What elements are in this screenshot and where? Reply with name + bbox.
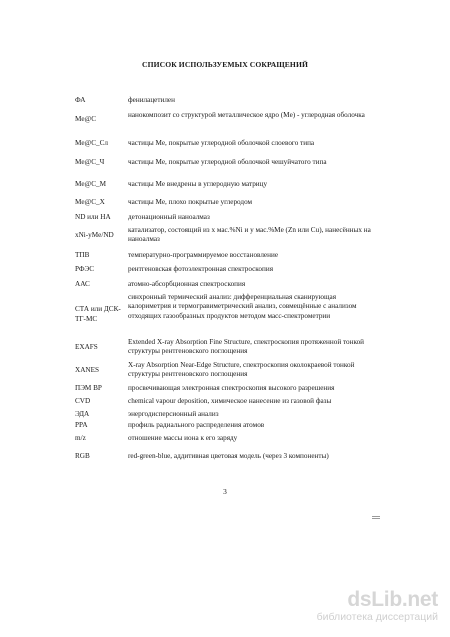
- abbreviation-description: частицы Me, покрытые углеродной оболочкой слоевого типа: [128, 139, 315, 147]
- abbreviation-description: рентгеновская фотоэлектронная спектроскопия: [128, 265, 274, 273]
- abbreviation-description: энергодисперсионный анализ: [128, 410, 219, 418]
- abbreviation-description: фенилацетилен: [128, 96, 175, 104]
- scan-mark: [372, 516, 380, 521]
- abbreviation-term: CVD: [75, 397, 91, 405]
- abbreviation-term: Me@C_Ч: [75, 158, 105, 166]
- abbreviation-description: red-green-blue, аддитивная цветовая модель (через 3 компоненты): [128, 452, 329, 460]
- abbreviation-description: частицы Me, покрытые углеродной оболочкой чешуйчатого типа: [128, 158, 327, 166]
- abbreviation-description: частицы Me, плохо покрытые углеродом: [128, 198, 253, 206]
- abbreviation-description: нанокомпозит со структурой металлическое ядро (Me) - углеродная оболочка: [128, 111, 365, 119]
- abbreviation-term: RGB: [75, 452, 90, 460]
- page-title: СПИСОК ИСПОЛЬЗУЕМЫХ СОКРАЩЕНИЙ: [142, 60, 308, 69]
- abbreviation-term: ФА: [75, 96, 86, 104]
- abbreviation-term: ЭДА: [75, 410, 90, 418]
- abbreviation-term: xNi-yMe/ND: [75, 231, 114, 239]
- abbreviation-description: просвечивающая электронная спектроскопия высокого разрешения: [128, 384, 335, 392]
- watermark-subtitle: библиотека диссертаций: [316, 611, 438, 623]
- page-number: 3: [223, 487, 227, 496]
- abbreviation-term: ААС: [75, 280, 90, 288]
- abbreviation-term: Me@C_X: [75, 198, 105, 206]
- abbreviation-term: ND или НА: [75, 213, 111, 221]
- abbreviation-description: Extended X-ray Absorption Fine Structure, спектроскопия протяженной тонкой структуры рентгеновского поглощения: [128, 338, 365, 356]
- abbreviation-term: PPA: [75, 421, 88, 429]
- abbreviation-description: X-ray Absorption Near-Edge Structure, спектроскопия околокраевой тонкой структуры рентгеновского поглощения: [128, 361, 355, 379]
- abbreviation-description: chemical vapour deposition, химическое нанесение из газовой фазы: [128, 397, 332, 405]
- abbreviation-term: Me@C_Сл: [75, 139, 108, 147]
- abbreviation-description: профиль радиального распределения атомов: [128, 421, 265, 429]
- watermark-logo: dsLib.net: [347, 588, 438, 611]
- abbreviation-description: детонационный наноалмаз: [128, 213, 210, 221]
- abbreviation-description: отношение массы иона к его заряду: [128, 434, 238, 442]
- abbreviation-term: ТПВ: [75, 251, 90, 259]
- abbreviation-term: Me@C: [75, 115, 96, 123]
- abbreviation-term: Me@C_M: [75, 180, 106, 188]
- abbreviation-description: катализатор, состоящий из x мас.%Ni и y мас.%Me (Zn или Cu), нанесённых на наноалмаз: [128, 226, 371, 244]
- abbreviation-term: XANES: [75, 366, 99, 374]
- abbreviation-term: m/z: [75, 434, 86, 442]
- abbreviation-term: ПЭМ ВР: [75, 384, 102, 392]
- abbreviation-description: частицы Me внедрены в углеродную матрицу: [128, 180, 268, 188]
- abbreviation-term: РФЭС: [75, 265, 95, 273]
- watermark: [317, 589, 438, 623]
- abbreviation-term: СТА или ДСК-ТГ-МС: [75, 305, 121, 323]
- abbreviation-description: синхронный термический анализ: дифференциальная сканирующая калориметрия и термогравиметрический анализ, совмещённые с анализом отходящих газообразных продуктов методом масс-спектрометрии: [128, 293, 357, 320]
- abbreviation-description: атомно-абсорбционная спектроскопия: [128, 280, 246, 288]
- abbreviation-description: температурно-программируемое восстановление: [128, 251, 279, 259]
- abbreviation-term: EXAFS: [75, 343, 98, 351]
